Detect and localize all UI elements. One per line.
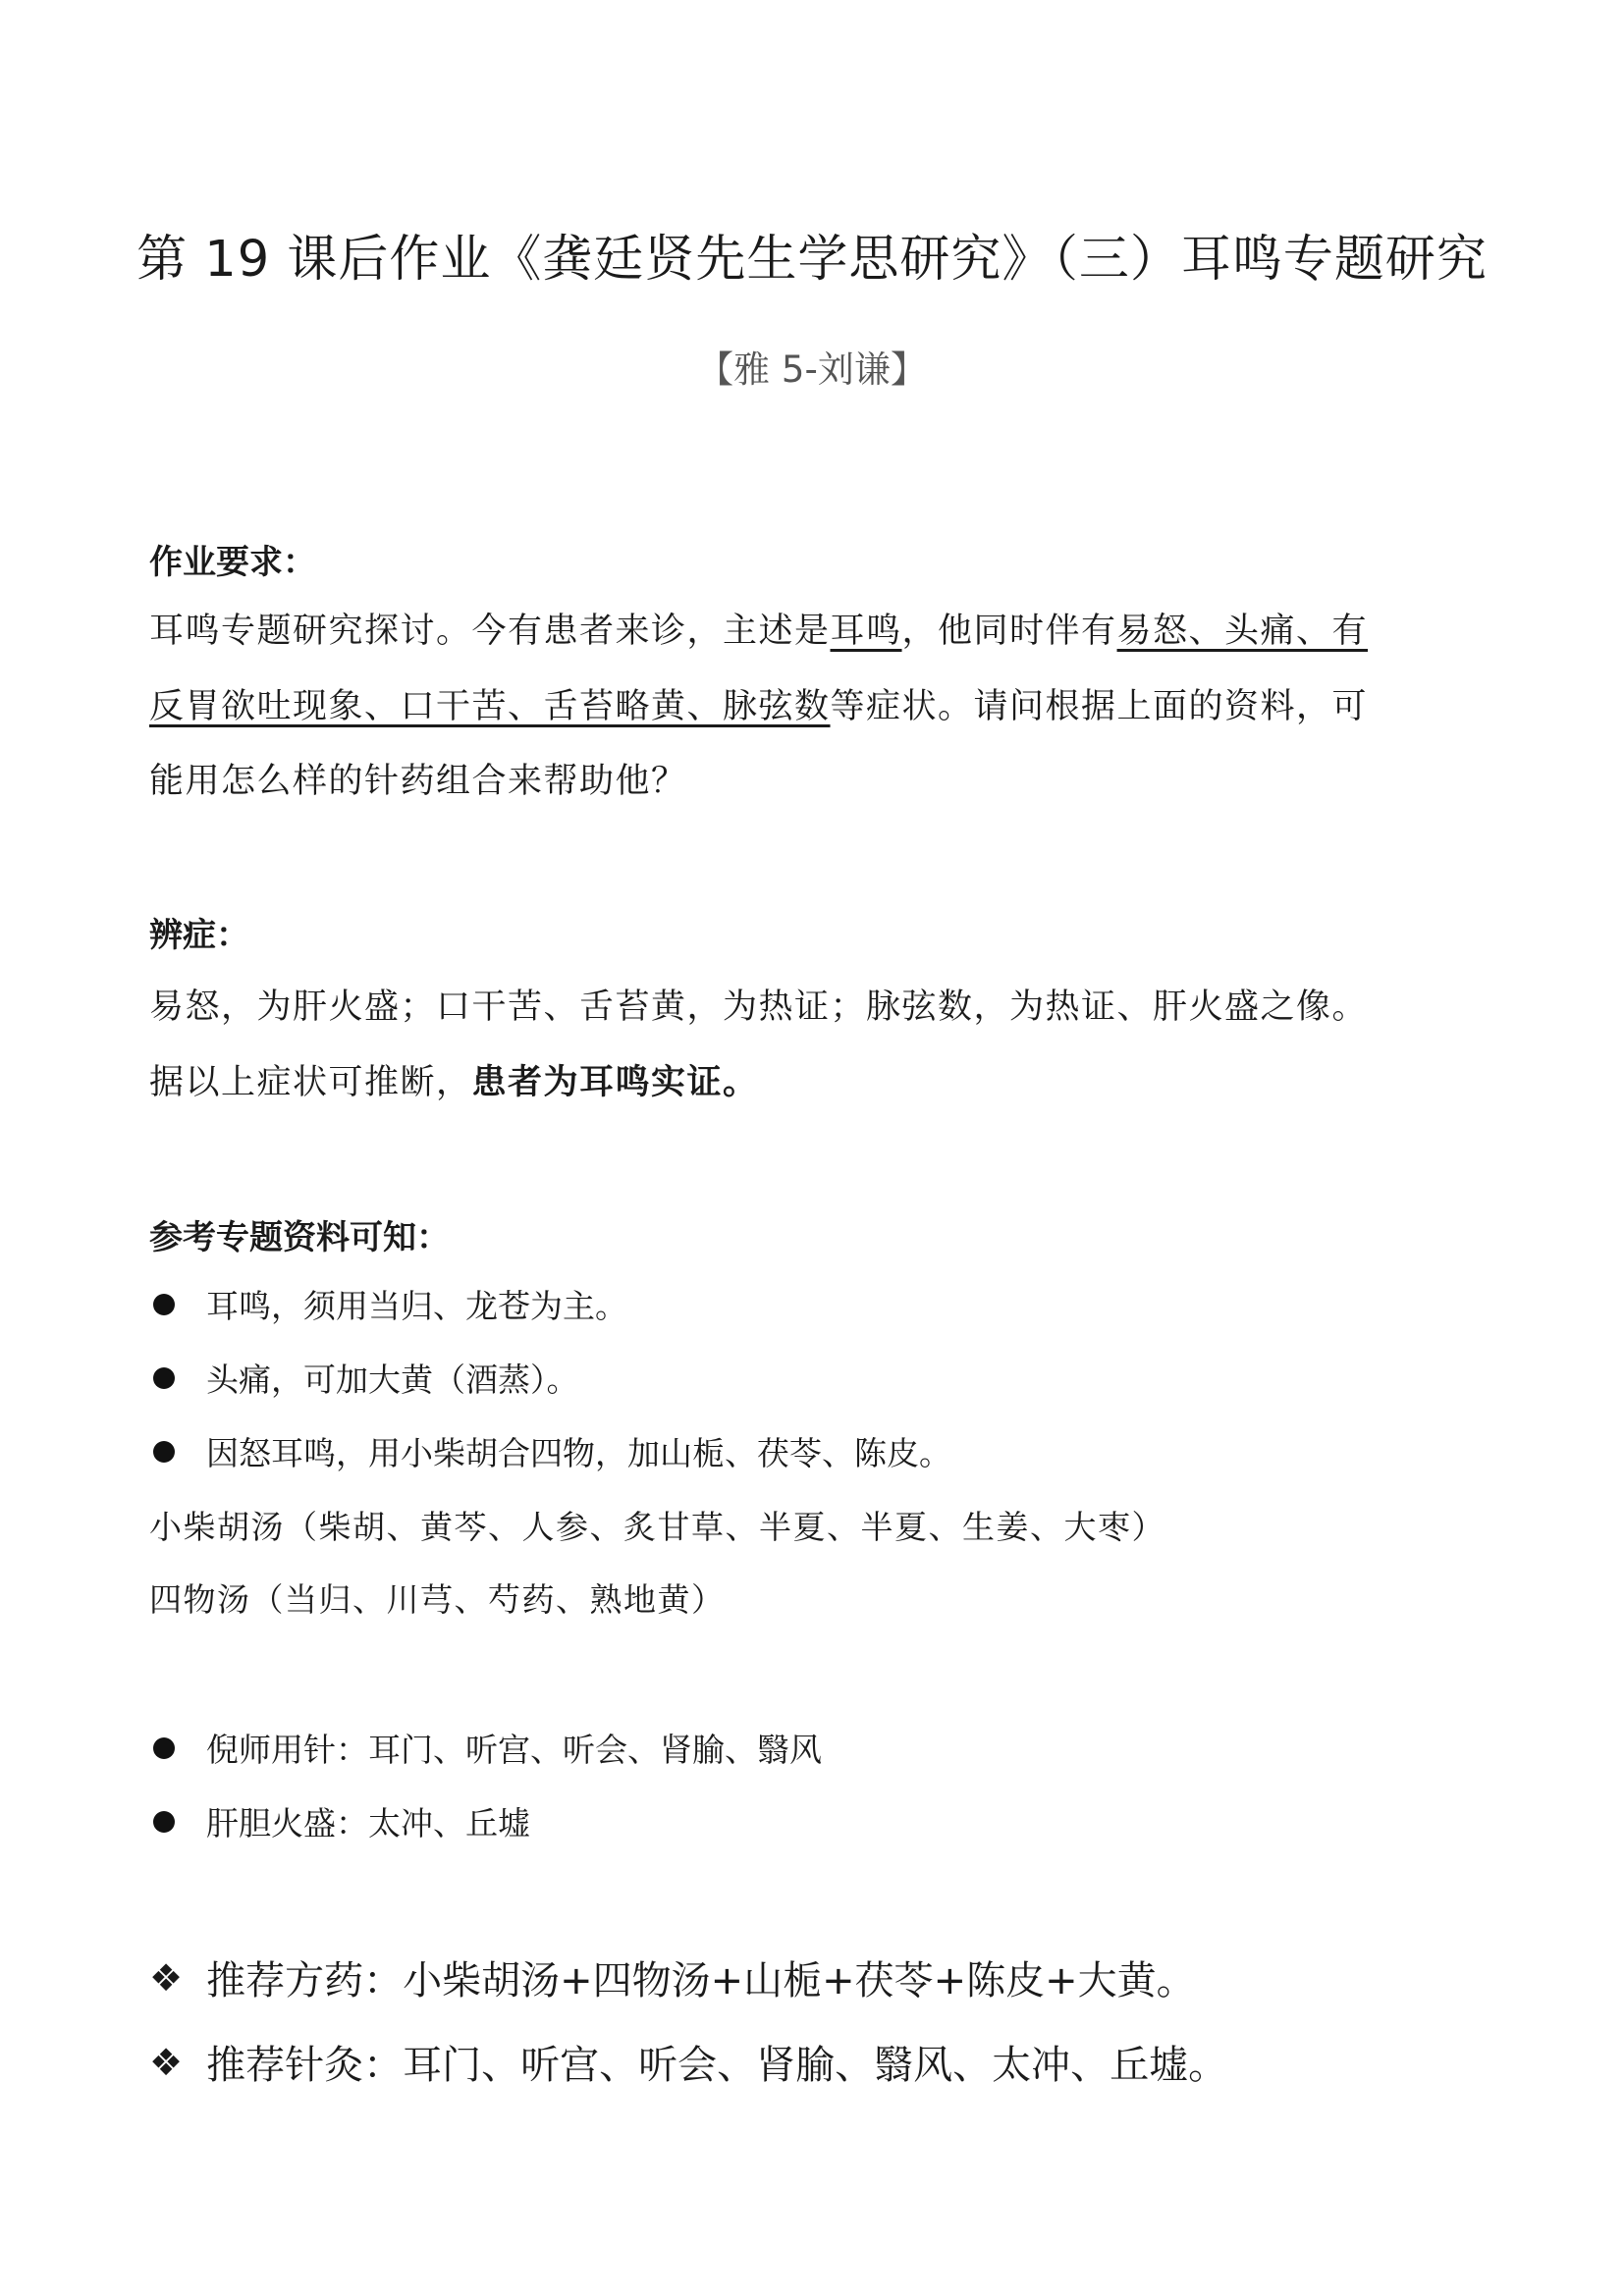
diagnosis-text: 据以上症状可推断， [149, 1063, 472, 1102]
bullet-text: 头痛，可加大黄（酒蒸）。 [206, 1361, 579, 1399]
recommend-herbs [149, 1949, 1196, 2005]
assignment-text: 等症状。请问根据上面的资料，可 [830, 687, 1369, 726]
diagnosis-line-2 [149, 1055, 759, 1104]
underlined-symptom: 易怒、头痛、有 [1116, 612, 1369, 651]
reference-heading: 参考专题资料可知： [149, 1218, 450, 1257]
bullet-text: 倪师用针：耳门、听宫、听会、肾腧、翳风 [206, 1731, 822, 1769]
acupuncture-bullet [149, 1798, 530, 1844]
diagnosis-heading: 辨症： [149, 916, 249, 955]
diamond-bullet-icon: ❖ [149, 1955, 184, 2000]
diamond-bullet-icon: ❖ [149, 2040, 184, 2084]
bullet-icon [153, 1811, 175, 1833]
diagnosis-conclusion: 患者为耳鸣实证。 [471, 1063, 759, 1102]
recommend-acupuncture [149, 2034, 1227, 2090]
underlined-symptom: 反胃欲吐现象、口干苦、舌苔略黄、脉弦数 [149, 687, 831, 726]
diagnosis-line-1: 易怒，为肝火盛；口干苦、舌苔黄，为热证；脉弦数，为热证、肝火盛之像。 [149, 988, 1369, 1027]
bullet-text: 肝胆火盛：太冲、丘墟 [206, 1804, 530, 1842]
assignment-line-1 [149, 604, 1368, 653]
assignment-heading: 作业要求： [149, 543, 316, 582]
bullet-icon [153, 1294, 175, 1315]
formula-xiaochaihu: 小柴胡汤（柴胡、黄芩、人参、炙甘草、半夏、半夏、生姜、大枣） [149, 1508, 1165, 1546]
bullet-icon [153, 1737, 175, 1759]
underlined-symptom: 耳鸣 [830, 612, 902, 651]
bullet-icon [153, 1441, 175, 1463]
recommend-herbs-text: 推荐方药：小柴胡汤+四物汤+山栀+茯苓+陈皮+大黄。 [206, 1958, 1196, 2003]
bullet-text: 因怒耳鸣，用小柴胡合四物，加山栀、茯苓、陈皮。 [206, 1434, 951, 1472]
formula-siwu: 四物汤（当归、川芎、芍药、熟地黄） [149, 1580, 726, 1619]
assignment-line-2 [149, 679, 1368, 728]
author-label: 【雅 5-刘谦】 [697, 348, 927, 391]
bullet-text: 耳鸣，须用当归、龙苍为主。 [206, 1287, 627, 1325]
bullet-icon [153, 1367, 175, 1389]
assignment-text: 耳鸣专题研究探讨。今有患者来诊，主述是 [149, 612, 831, 651]
assignment-line-3: 能用怎么样的针药组合来帮助他？ [149, 762, 687, 801]
reference-bullet [149, 1355, 579, 1401]
assignment-text: ，他同时伴有 [901, 612, 1117, 651]
reference-bullet [149, 1281, 627, 1327]
page-title: 第 19 课后作业《龚廷贤先生学思研究》（三）耳鸣专题研究 [136, 231, 1488, 289]
recommend-acupuncture-text: 推荐针灸：耳门、听宫、听会、肾腧、翳风、太冲、丘墟。 [206, 2043, 1228, 2088]
reference-bullet [149, 1428, 951, 1474]
acupuncture-bullet [149, 1725, 822, 1771]
